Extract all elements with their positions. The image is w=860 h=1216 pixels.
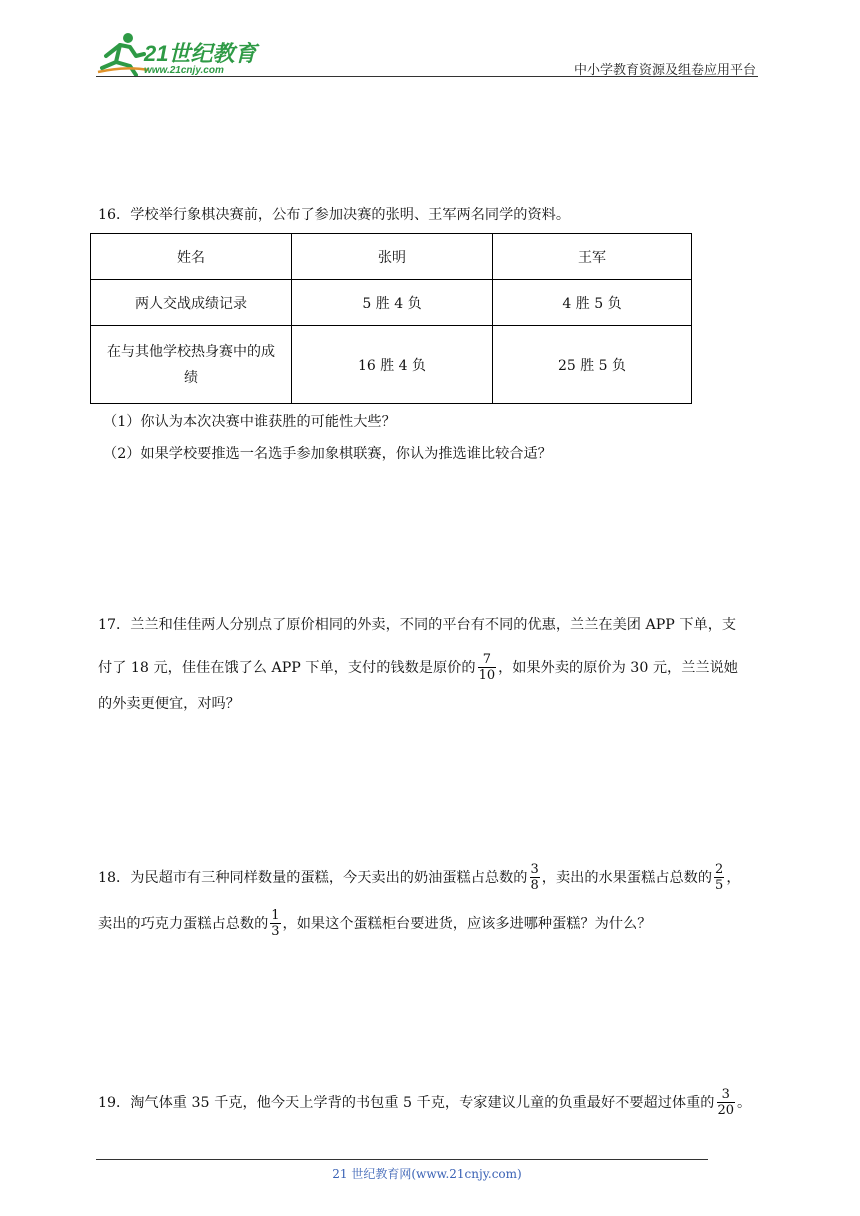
q16-table [90, 233, 692, 404]
table-cell: 5 胜 4 负 [292, 280, 493, 326]
table-cell: 25 胜 5 负 [493, 326, 692, 404]
q17-line3: 的外卖更便宜，对吗？ [98, 696, 240, 712]
q17-line1: 17．兰兰和佳佳两人分别点了原价相同的外卖，不同的平台有不同的优惠，兰兰在美团 APP 下单，支 [98, 617, 737, 633]
table-row [91, 280, 692, 326]
q17-text: ，如果外卖的原价为 30 元，兰兰说她 [498, 660, 738, 676]
site-logo [96, 32, 266, 78]
q16-sub1: （1）你认为本次决赛中谁获胜的可能性大些？ [103, 414, 396, 430]
q18-line2 [98, 904, 651, 944]
q17-line2 [98, 648, 738, 688]
q17-text: 付了 18 元，佳佳在饿了么 APP 下单，支付的钱数是原价的 [98, 660, 476, 676]
q19-text: 19．淘气体重 35 千克，他今天上学背的书包重 5 千克，专家建议儿童的负重最好不要超过体重的 [98, 1095, 715, 1111]
table-cell: 王军 [493, 234, 692, 280]
platform-name: 中小学教育资源及组卷应用平台 [573, 63, 756, 78]
q16-stem: 16．学校举行象棋决赛前，公布了参加决赛的张明、王军两名同学的资料。 [98, 207, 571, 223]
q18-text: 18．为民超市有三种同样数量的蛋糕，今天卖出的奶油蛋糕占总数的 [98, 870, 528, 886]
fraction: $\frac{1}{3}$ [271, 907, 280, 939]
q16-sub2: （2）如果学校要推选一名选手参加象棋联赛，你认为推选谁比较合适？ [103, 446, 552, 462]
q18-line1 [98, 858, 741, 898]
q19-text: 。 [737, 1095, 752, 1111]
table-cell: 张明 [292, 234, 493, 280]
fraction: $\frac{3}{8}$ [530, 861, 539, 893]
svg-text:21世纪教育: 21世纪教育 [144, 41, 257, 66]
q19-line1 [98, 1083, 751, 1123]
table-header-row [91, 234, 692, 280]
footer-divider [96, 1159, 708, 1160]
q18-text: ，卖出的水果蛋糕占总数的 [541, 870, 713, 886]
table-cell: 4 胜 5 负 [493, 280, 692, 326]
svg-text:www.21cnjy.com: www.21cnjy.com [144, 65, 224, 76]
table-cell: 16 胜 4 负 [292, 326, 493, 404]
row-label-line1: 在与其他学校热身赛中的成 [107, 343, 275, 360]
q18-text: 卖出的巧克力蛋糕占总数的 [98, 916, 269, 932]
fraction: $\frac{2}{5}$ [715, 861, 724, 893]
q18-text: ，如果这个蛋糕柜台要进货，应该多进哪种蛋糕？为什么？ [282, 916, 652, 932]
table-cell: 两人交战成绩记录 [91, 280, 292, 326]
table-cell [91, 326, 292, 404]
fraction: $\frac{3}{20}$ [717, 1086, 735, 1118]
table-row [91, 326, 692, 404]
runner-logo-icon [96, 32, 266, 78]
footer-link[interactable]: 21 世纪教育网(www.21cnjy.com) [332, 1167, 522, 1181]
row-label-line2: 绩 [184, 369, 198, 386]
fraction: $\frac{7}{10}$ [478, 651, 496, 683]
table-cell: 姓名 [91, 234, 292, 280]
header-divider [96, 76, 758, 77]
q18-text: ， [726, 870, 741, 886]
